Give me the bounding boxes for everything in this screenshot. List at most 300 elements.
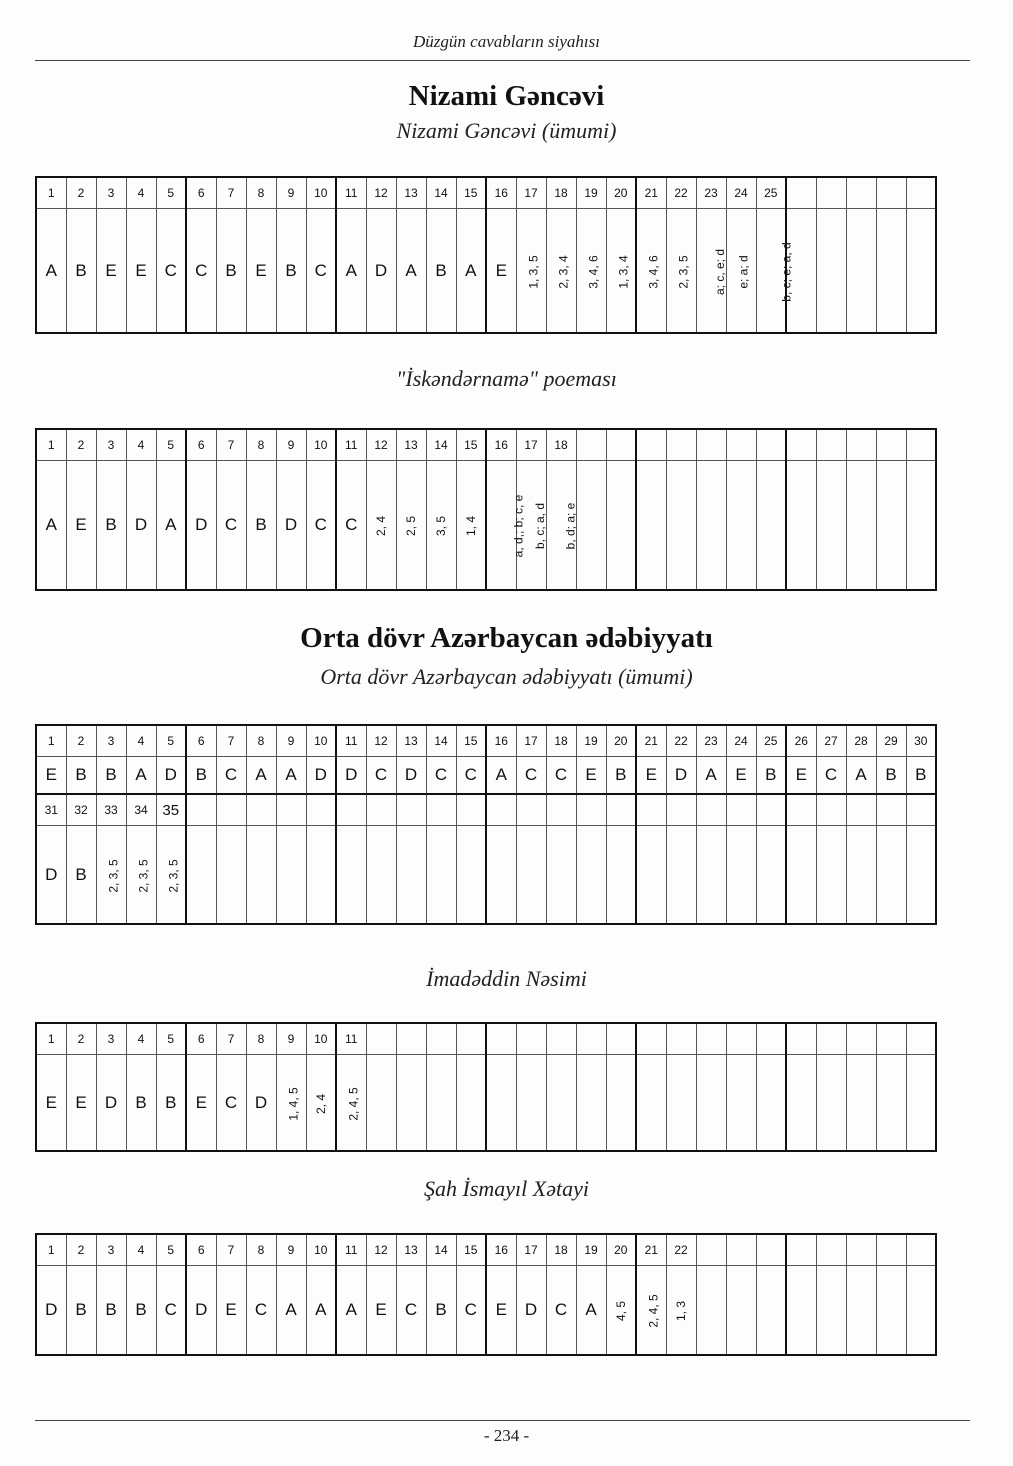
answer-text-rotated: 2, 4, 5 bbox=[346, 1086, 361, 1121]
answer-cell bbox=[666, 1266, 696, 1356]
answer-cell bbox=[516, 209, 546, 334]
answer-table bbox=[35, 176, 937, 334]
answer-text-rotated: a; c, e; d bbox=[712, 248, 727, 295]
answer-text-rotated: 2, 3, 4 bbox=[556, 254, 571, 289]
answer-cell bbox=[786, 1266, 816, 1356]
question-number-cell: 14 bbox=[426, 177, 456, 209]
answer-cell bbox=[726, 209, 756, 334]
question-number-cell bbox=[786, 1023, 816, 1055]
answer-cell: D bbox=[246, 1055, 276, 1152]
answer-text-rotated: b, c; e; a, d bbox=[779, 241, 794, 302]
question-number-cell: 20 bbox=[606, 177, 636, 209]
question-number-cell: 1 bbox=[36, 429, 66, 461]
question-number-cell bbox=[786, 429, 816, 461]
question-number-cell: 14 bbox=[426, 429, 456, 461]
question-number-cell bbox=[786, 794, 816, 826]
question-number-cell bbox=[786, 177, 816, 209]
question-number-cell: 7 bbox=[216, 1023, 246, 1055]
answer-cell bbox=[696, 209, 726, 334]
answer-cell: E bbox=[186, 1055, 216, 1152]
answer-text-rotated: b, d; a; e bbox=[562, 502, 577, 550]
answer-cell: E bbox=[786, 757, 816, 795]
question-number-cell: 10 bbox=[306, 725, 336, 757]
answer-cell: D bbox=[396, 757, 426, 795]
answer-cell bbox=[666, 461, 696, 591]
question-number-cell bbox=[906, 1023, 936, 1055]
answer-cell: B bbox=[186, 757, 216, 795]
question-number-cell: 20 bbox=[606, 725, 636, 757]
answer-cell bbox=[546, 209, 576, 334]
answer-cell: A bbox=[846, 757, 876, 795]
question-number-cell bbox=[456, 794, 486, 826]
answer-text-rotated: 1, 3 bbox=[673, 1300, 688, 1322]
question-number-cell: 9 bbox=[276, 725, 306, 757]
answer-cell bbox=[636, 461, 666, 591]
question-number-cell: 33 bbox=[96, 794, 126, 826]
question-number-cell bbox=[606, 429, 636, 461]
answer-cell: A bbox=[126, 757, 156, 795]
question-number-cell: 13 bbox=[396, 1234, 426, 1266]
question-number-cell bbox=[786, 1234, 816, 1266]
question-number-cell bbox=[246, 794, 276, 826]
answer-cell bbox=[876, 1266, 906, 1356]
answer-cell: A bbox=[456, 209, 486, 334]
answer-cell: B bbox=[276, 209, 306, 334]
answer-cell bbox=[576, 209, 606, 334]
answer-cell bbox=[336, 1055, 366, 1152]
question-number-cell: 11 bbox=[336, 429, 366, 461]
question-number-cell: 16 bbox=[486, 725, 516, 757]
answer-cell: D bbox=[96, 1055, 126, 1152]
answer-cell: D bbox=[126, 461, 156, 591]
question-number-cell: 11 bbox=[336, 177, 366, 209]
question-number-cell bbox=[816, 794, 846, 826]
answer-cell: C bbox=[216, 757, 246, 795]
answer-cell: C bbox=[396, 1266, 426, 1356]
answer-cell: A bbox=[486, 757, 516, 795]
answer-cell: B bbox=[906, 757, 936, 795]
answer-cell bbox=[756, 209, 794, 334]
answer-cell bbox=[336, 826, 366, 925]
question-number-cell: 18 bbox=[546, 177, 576, 209]
answer-text-rotated: a, d,; b; c, e bbox=[511, 494, 526, 558]
answer-cell: B bbox=[66, 757, 96, 795]
answer-cell bbox=[846, 826, 876, 925]
answer-cell: B bbox=[126, 1266, 156, 1356]
answer-cell bbox=[906, 826, 936, 925]
answer-text-rotated: e; a; d bbox=[736, 254, 751, 289]
answer-cell bbox=[426, 1055, 456, 1152]
answer-cell bbox=[696, 1055, 726, 1152]
answer-cell: A bbox=[36, 461, 66, 591]
question-number-cell bbox=[486, 794, 516, 826]
answer-cell: E bbox=[486, 209, 516, 334]
answer-cell: D bbox=[366, 209, 396, 334]
answer-cell bbox=[186, 826, 216, 925]
question-number-cell: 5 bbox=[156, 725, 186, 757]
answer-cell: C bbox=[306, 209, 336, 334]
answer-cell bbox=[906, 1055, 936, 1152]
answer-cell: B bbox=[126, 1055, 156, 1152]
question-number-cell: 12 bbox=[366, 1234, 396, 1266]
answer-cell: A bbox=[276, 1266, 306, 1356]
answer-cell: B bbox=[66, 826, 96, 925]
answer-cell: E bbox=[576, 757, 606, 795]
question-number-cell: 22 bbox=[666, 1234, 696, 1266]
question-number-cell: 22 bbox=[666, 177, 696, 209]
answer-cell bbox=[786, 826, 816, 925]
answer-cell: B bbox=[246, 461, 276, 591]
answer-cell: E bbox=[726, 757, 756, 795]
answer-cell: E bbox=[636, 757, 666, 795]
question-number-cell: 11 bbox=[336, 1234, 366, 1266]
question-number-cell: 8 bbox=[246, 177, 276, 209]
answer-text-rotated: 2, 3, 5 bbox=[136, 858, 151, 893]
question-number-cell: 13 bbox=[396, 177, 426, 209]
answer-row bbox=[36, 461, 936, 591]
question-number-cell bbox=[726, 794, 756, 826]
question-number-cell: 19 bbox=[576, 725, 606, 757]
answer-cell bbox=[606, 209, 636, 334]
answer-cell bbox=[456, 826, 486, 925]
answer-cell: C bbox=[156, 209, 186, 334]
answer-cell bbox=[486, 1055, 516, 1152]
answer-cell: C bbox=[546, 757, 576, 795]
answer-text-rotated: 3, 5 bbox=[433, 515, 448, 537]
answer-cell: E bbox=[486, 1266, 516, 1356]
question-number-cell bbox=[816, 1234, 846, 1266]
answer-cell: C bbox=[156, 1266, 186, 1356]
question-number-cell: 8 bbox=[246, 1023, 276, 1055]
question-number-cell bbox=[606, 1023, 636, 1055]
answer-cell: E bbox=[66, 461, 96, 591]
question-number-cell: 18 bbox=[546, 725, 576, 757]
section-title-medieval-literature: Orta dövr Azərbaycan ədəbiyyatı bbox=[300, 622, 713, 654]
answer-text-rotated: 2, 3, 5 bbox=[106, 858, 121, 893]
question-number-cell bbox=[636, 429, 666, 461]
answer-table bbox=[35, 1022, 937, 1152]
answer-cell bbox=[846, 1055, 876, 1152]
answer-cell bbox=[846, 209, 876, 334]
answer-text-rotated: 3, 4, 6 bbox=[646, 254, 661, 289]
answer-cell: B bbox=[876, 757, 906, 795]
question-number-cell: 7 bbox=[216, 1234, 246, 1266]
answer-cell bbox=[366, 461, 396, 591]
answer-cell bbox=[786, 461, 816, 591]
question-number-cell bbox=[576, 794, 606, 826]
answer-cell bbox=[426, 461, 456, 591]
question-number-cell: 5 bbox=[156, 429, 186, 461]
question-number-cell bbox=[516, 794, 546, 826]
question-number-cell: 21 bbox=[636, 1234, 666, 1266]
question-number-cell: 24 bbox=[726, 725, 756, 757]
answer-text-rotated: 4, 5 bbox=[613, 1300, 628, 1322]
answer-cell bbox=[576, 461, 606, 591]
question-number-cell: 9 bbox=[276, 1234, 306, 1266]
question-number-cell: 4 bbox=[126, 725, 156, 757]
answer-text-rotated: 2, 3, 5 bbox=[676, 254, 691, 289]
question-number-cell bbox=[546, 794, 576, 826]
question-number-cell: 9 bbox=[276, 429, 306, 461]
question-number-cell bbox=[876, 177, 906, 209]
answer-cell: A bbox=[156, 461, 186, 591]
subsection-title-medieval-general: Orta dövr Azərbaycan ədəbiyyatı (ümumi) bbox=[320, 664, 693, 689]
answer-cell: D bbox=[36, 826, 66, 925]
answer-cell: A bbox=[696, 757, 726, 795]
answer-cell: C bbox=[816, 757, 846, 795]
question-number-cell: 15 bbox=[456, 725, 486, 757]
subsection-title-nizami-general: Nizami Gəncəvi (ümumi) bbox=[396, 118, 617, 143]
answer-cell bbox=[906, 209, 936, 334]
question-number-cell: 18 bbox=[546, 1234, 576, 1266]
question-number-cell: 19 bbox=[576, 1234, 606, 1266]
question-number-cell bbox=[306, 794, 336, 826]
question-number-cell: 32 bbox=[66, 794, 96, 826]
question-number-cell bbox=[456, 1023, 486, 1055]
question-number-cell: 26 bbox=[786, 725, 816, 757]
question-number-cell: 29 bbox=[876, 725, 906, 757]
answer-cell bbox=[576, 1055, 606, 1152]
answer-cell bbox=[546, 461, 576, 591]
question-number-cell: 3 bbox=[96, 1234, 126, 1266]
answer-cell bbox=[876, 1055, 906, 1152]
question-number-cell: 13 bbox=[396, 429, 426, 461]
answer-cell bbox=[246, 826, 276, 925]
question-number-cell bbox=[666, 794, 696, 826]
question-number-cell: 22 bbox=[666, 725, 696, 757]
answer-cell: A bbox=[246, 757, 276, 795]
section-title-nizami: Nizami Gəncəvi bbox=[408, 80, 605, 112]
question-number-cell bbox=[606, 794, 636, 826]
question-number-cell: 1 bbox=[36, 1023, 66, 1055]
question-number-cell bbox=[846, 1023, 876, 1055]
answer-cell bbox=[876, 461, 906, 591]
answer-cell bbox=[636, 1266, 666, 1356]
question-number-cell: 3 bbox=[96, 1023, 126, 1055]
answer-cell: A bbox=[276, 757, 306, 795]
question-number-cell: 10 bbox=[306, 177, 336, 209]
answer-cell bbox=[876, 826, 906, 925]
answer-cell bbox=[726, 461, 756, 591]
answer-cell: A bbox=[576, 1266, 606, 1356]
question-number-cell: 7 bbox=[216, 429, 246, 461]
answer-cell: B bbox=[156, 1055, 186, 1152]
running-head: Düzgün cavabların siyahısı bbox=[413, 32, 600, 51]
question-number-cell: 17 bbox=[516, 177, 546, 209]
answer-cell bbox=[696, 826, 726, 925]
question-number-cell: 1 bbox=[36, 1234, 66, 1266]
answer-text-rotated: 2, 4, 5 bbox=[646, 1294, 661, 1328]
answer-cell bbox=[306, 826, 336, 925]
answer-cell bbox=[276, 826, 306, 925]
question-number-cell bbox=[696, 794, 726, 826]
question-number-cell: 2 bbox=[66, 1023, 96, 1055]
question-number-cell: 28 bbox=[846, 725, 876, 757]
answer-cell bbox=[546, 1055, 576, 1152]
answer-cell bbox=[216, 826, 246, 925]
question-number-cell: 17 bbox=[516, 429, 546, 461]
question-number-cell: 4 bbox=[126, 429, 156, 461]
answer-cell: E bbox=[36, 1055, 66, 1152]
answer-row bbox=[36, 757, 936, 795]
question-number-cell bbox=[846, 1234, 876, 1266]
question-number-cell: 6 bbox=[186, 725, 216, 757]
answer-cell bbox=[666, 209, 696, 334]
answer-table bbox=[35, 1233, 937, 1356]
answer-table bbox=[35, 724, 937, 925]
question-number-cell: 6 bbox=[186, 1023, 216, 1055]
question-number-cell: 6 bbox=[186, 1234, 216, 1266]
answer-text-rotated: 1, 4 bbox=[463, 515, 478, 537]
question-number-cell: 4 bbox=[126, 1023, 156, 1055]
question-number-cell bbox=[426, 1023, 456, 1055]
question-number-cell: 23 bbox=[696, 177, 726, 209]
question-number-cell: 11 bbox=[336, 725, 366, 757]
question-number-cell: 31 bbox=[36, 794, 66, 826]
question-number-row bbox=[36, 794, 936, 826]
answer-row bbox=[36, 826, 936, 925]
question-number-cell bbox=[816, 429, 846, 461]
question-number-cell bbox=[756, 1023, 786, 1055]
question-number-cell: 24 bbox=[726, 177, 756, 209]
question-number-cell: 25 bbox=[756, 177, 786, 209]
question-number-cell: 13 bbox=[396, 725, 426, 757]
answer-cell: A bbox=[36, 209, 66, 334]
question-number-cell bbox=[876, 794, 906, 826]
question-number-cell bbox=[636, 794, 666, 826]
answer-cell bbox=[906, 461, 936, 591]
question-number-cell: 11 bbox=[336, 1023, 366, 1055]
question-number-cell: 14 bbox=[426, 1234, 456, 1266]
answer-cell: C bbox=[216, 1055, 246, 1152]
answer-cell bbox=[606, 1055, 636, 1152]
question-number-cell: 34 bbox=[126, 794, 156, 826]
answer-cell bbox=[696, 461, 726, 591]
answer-text-rotated: 1, 3, 5 bbox=[526, 254, 541, 289]
question-number-cell bbox=[576, 1023, 606, 1055]
question-number-cell: 15 bbox=[456, 177, 486, 209]
question-number-cell bbox=[336, 794, 366, 826]
answer-cell bbox=[666, 1055, 696, 1152]
answer-cell: A bbox=[396, 209, 426, 334]
question-number-cell bbox=[366, 794, 396, 826]
answer-cell bbox=[726, 826, 756, 925]
answer-cell bbox=[426, 826, 456, 925]
answer-table bbox=[35, 428, 937, 591]
answer-cell bbox=[456, 461, 486, 591]
answer-cell: E bbox=[96, 209, 126, 334]
question-number-cell: 8 bbox=[246, 429, 276, 461]
question-number-cell: 6 bbox=[186, 429, 216, 461]
answer-cell: C bbox=[456, 1266, 486, 1356]
answer-cell bbox=[516, 1055, 546, 1152]
answer-cell bbox=[306, 1055, 336, 1152]
answer-text-rotated: 2, 4 bbox=[313, 1093, 328, 1114]
answer-cell bbox=[756, 1266, 786, 1356]
answer-cell bbox=[636, 826, 666, 925]
answer-cell bbox=[726, 1055, 756, 1152]
answer-cell: C bbox=[246, 1266, 276, 1356]
question-number-cell bbox=[726, 1234, 756, 1266]
answer-cell: C bbox=[426, 757, 456, 795]
answer-text-rotated: b, c; a, d bbox=[532, 502, 547, 550]
question-number-cell: 2 bbox=[66, 1234, 96, 1266]
answer-cell: D bbox=[186, 1266, 216, 1356]
question-number-cell: 10 bbox=[306, 1234, 336, 1266]
question-number-cell: 15 bbox=[456, 429, 486, 461]
answer-cell: C bbox=[366, 757, 396, 795]
question-number-cell: 4 bbox=[126, 1234, 156, 1266]
question-number-cell: 5 bbox=[156, 1023, 186, 1055]
question-number-cell bbox=[366, 1023, 396, 1055]
answer-cell bbox=[606, 1266, 636, 1356]
answer-cell: B bbox=[96, 757, 126, 795]
question-number-cell: 10 bbox=[306, 1023, 336, 1055]
question-number-cell: 21 bbox=[636, 177, 666, 209]
answer-cell bbox=[516, 826, 546, 925]
answer-cell: C bbox=[516, 757, 546, 795]
question-number-cell: 16 bbox=[486, 1234, 516, 1266]
answer-cell bbox=[696, 1266, 726, 1356]
answer-cell: B bbox=[96, 461, 126, 591]
question-number-cell: 27 bbox=[816, 725, 846, 757]
answer-cell bbox=[276, 1055, 306, 1152]
answer-cell bbox=[606, 461, 636, 591]
answer-cell: E bbox=[366, 1266, 396, 1356]
question-number-cell bbox=[516, 1023, 546, 1055]
question-number-cell: 16 bbox=[486, 429, 516, 461]
question-number-cell: 18 bbox=[546, 429, 576, 461]
question-number-cell bbox=[906, 429, 936, 461]
question-number-cell bbox=[696, 1234, 726, 1266]
answer-cell: E bbox=[126, 209, 156, 334]
question-number-cell: 8 bbox=[246, 1234, 276, 1266]
answer-cell: D bbox=[276, 461, 306, 591]
answer-text-rotated: 3, 4, 6 bbox=[586, 254, 601, 289]
question-number-row bbox=[36, 1023, 936, 1055]
question-number-row bbox=[36, 429, 936, 461]
question-number-cell: 9 bbox=[276, 1023, 306, 1055]
answer-cell bbox=[486, 826, 516, 925]
question-number-cell: 5 bbox=[156, 177, 186, 209]
answer-cell bbox=[546, 826, 576, 925]
answer-cell bbox=[366, 826, 396, 925]
answer-cell bbox=[906, 1266, 936, 1356]
answer-cell: B bbox=[216, 209, 246, 334]
answer-cell: D bbox=[36, 1266, 66, 1356]
question-number-cell bbox=[666, 429, 696, 461]
question-number-cell: 25 bbox=[756, 725, 786, 757]
question-number-cell: 7 bbox=[216, 725, 246, 757]
answer-row bbox=[36, 209, 936, 334]
question-number-cell bbox=[696, 429, 726, 461]
answer-cell bbox=[876, 209, 906, 334]
question-number-cell: 17 bbox=[516, 1234, 546, 1266]
subsection-title-khatai: Şah İsmayıl Xətayi bbox=[424, 1176, 589, 1201]
answer-cell: C bbox=[336, 461, 366, 591]
question-number-cell: 7 bbox=[216, 177, 246, 209]
question-number-cell bbox=[726, 1023, 756, 1055]
question-number-cell bbox=[876, 1234, 906, 1266]
answer-cell bbox=[816, 1266, 846, 1356]
answer-cell bbox=[486, 461, 526, 591]
question-number-cell bbox=[906, 794, 936, 826]
question-number-cell bbox=[186, 794, 216, 826]
subsection-title-iskandarnama: "İskəndərnamə" poeması bbox=[396, 366, 617, 391]
answer-cell: A bbox=[336, 209, 366, 334]
question-number-cell: 23 bbox=[696, 725, 726, 757]
question-number-cell: 2 bbox=[66, 725, 96, 757]
